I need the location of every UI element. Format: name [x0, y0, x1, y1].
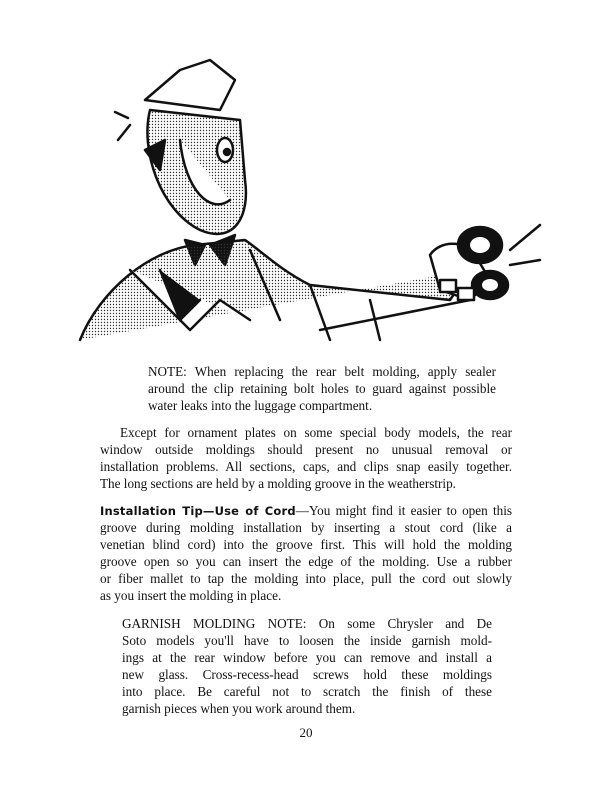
paragraph-line	[100, 502, 512, 519]
note-line: new glass. Cross-recess-head screws hold these moldings	[122, 667, 492, 682]
note-line: ings at the rear window before you can remove and install a	[122, 650, 492, 665]
note-line: NOTE: When replacing the rear belt molding, apply sealer	[148, 364, 496, 379]
paragraph-line: window outside moldings should present no unusual removal or	[100, 442, 512, 457]
note-line: into place. Be careful not to scratch the finish of these	[122, 684, 492, 699]
note-line: Soto models you'll have to loosen the inside garnish mold-	[122, 633, 492, 648]
paragraph-line: installation problems. All sections, caps, and clips snap easily together.	[100, 459, 512, 474]
paragraph-line: groove open so you can insert the edge of the molding. Use a rubber	[100, 554, 512, 569]
paragraph-line: or fiber mallet to tap the molding into place, pull the cord out slowly	[100, 571, 512, 586]
paragraph-installation-tip	[100, 502, 512, 604]
mechanic-illustration	[70, 0, 550, 350]
paragraph-line-text: —You might find it easier to open this	[295, 503, 512, 518]
paragraph-line: groove during molding installation by inserting a stout cord (like a	[100, 520, 512, 535]
garnish-molding-note	[122, 615, 492, 717]
installation-tip-heading: Installation Tip—Use of Cord	[100, 504, 296, 518]
note-line: garnish pieces when you work around them.	[122, 701, 356, 716]
paragraph-line: The long sections are held by a molding groove in the weatherstrip.	[100, 476, 456, 491]
note-line: GARNISH MOLDING NOTE: On some Chrysler and De	[122, 616, 492, 631]
note-line: around the clip retaining bolt holes to guard against possible	[148, 381, 496, 396]
paragraph-ornament-plates	[100, 424, 512, 492]
note-block	[148, 363, 496, 414]
note-line: water leaks into the luggage compartment.	[148, 398, 373, 413]
paragraph-line: Except for ornament plates on some special body models, the rear	[120, 425, 512, 440]
paragraph-line: as you insert the molding in place.	[100, 588, 282, 603]
paragraph-line: venetian blind cord) into the groove first. This will hold the molding	[100, 537, 512, 552]
page-number: 20	[299, 725, 313, 740]
